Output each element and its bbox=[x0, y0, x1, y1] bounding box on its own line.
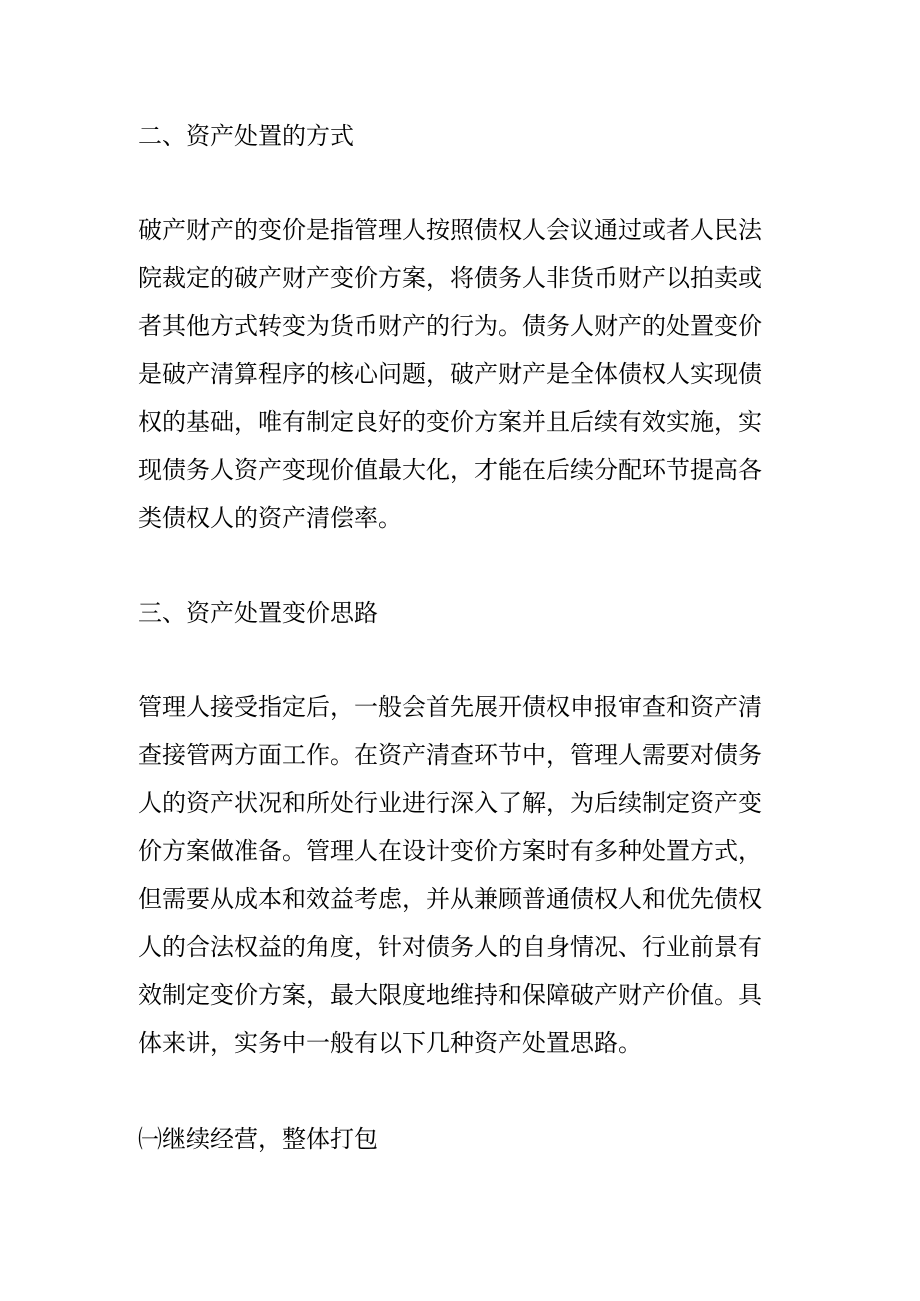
heading-text: 三、资产处置变价思路 bbox=[138, 599, 378, 627]
paragraph-line: 管理人接受指定后，一般会首先展开债权申报审查和资产清 bbox=[138, 693, 762, 721]
paragraph-line: 人的资产状况和所处行业进行深入了解，为后续制定资产变 bbox=[138, 789, 762, 817]
paragraph-administrator-workflow bbox=[138, 683, 790, 1067]
paragraph-line: 是破产清算程序的核心问题，破产财产是全体债权人实现债 bbox=[138, 360, 762, 388]
section-heading-disposal-approach bbox=[138, 589, 790, 637]
paragraph-line: 权的基础，唯有制定良好的变价方案并且后续有效实施，实 bbox=[138, 408, 762, 436]
paragraph-line: 破产财产的变价是指管理人按照债权人会议通过或者人民法 bbox=[138, 216, 762, 244]
paragraph-line: 现债务人资产变现价值最大化，才能在后续分配环节提高各 bbox=[138, 456, 762, 484]
paragraph-line: 体来讲，实务中一般有以下几种资产处置思路。 bbox=[138, 1029, 642, 1057]
paragraph-line: 类债权人的资产清偿率。 bbox=[138, 504, 402, 532]
paragraph-line: 院裁定的破产财产变价方案，将债务人非货币财产以拍卖或 bbox=[138, 264, 762, 292]
subsection-heading-continued-operation bbox=[138, 1115, 790, 1163]
heading-text: 二、资产处置的方式 bbox=[138, 122, 354, 150]
paragraph-bankruptcy-property-liquidation bbox=[138, 206, 790, 542]
section-heading-asset-disposal-methods bbox=[138, 112, 790, 160]
paragraph-line: 但需要从成本和效益考虑，并从兼顾普通债权人和优先债权 bbox=[138, 885, 762, 913]
paragraph-line: 人的合法权益的角度，针对债务人的自身情况、行业前景有 bbox=[138, 933, 762, 961]
paragraph-line: 者其他方式转变为货币财产的行为。债务人财产的处置变价 bbox=[138, 312, 762, 340]
paragraph-line: 效制定变价方案，最大限度地维持和保障破产财产价值。具 bbox=[138, 981, 762, 1009]
paragraph-line: 查接管两方面工作。在资产清查环节中，管理人需要对债务 bbox=[138, 741, 762, 769]
heading-text: ㈠继续经营，整体打包 bbox=[138, 1125, 378, 1153]
paragraph-line: 价方案做准备。管理人在设计变价方案时有多种处置方式， bbox=[138, 837, 762, 865]
